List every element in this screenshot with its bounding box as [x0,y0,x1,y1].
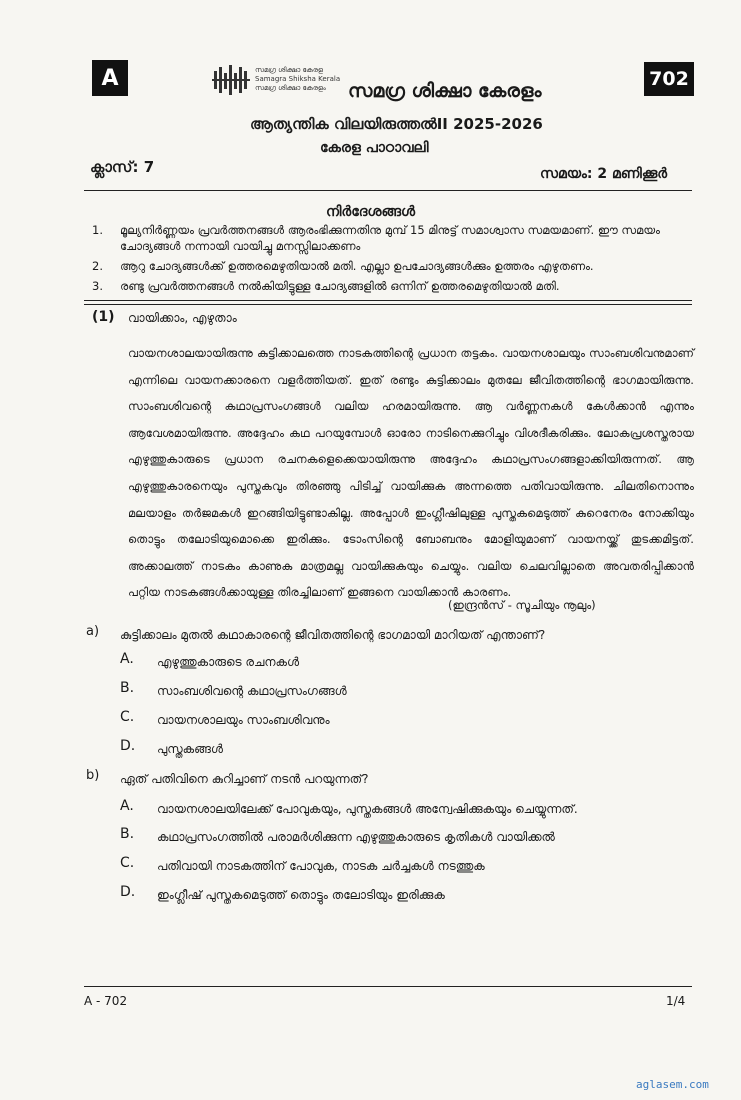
footer-divider [84,986,692,987]
option-text: വായനശാലയിലേക്ക് പോവുകയും, പുസ്തകങ്ങൾ അന്വേഷിക്കുകയും ചെയ്യുന്നത്. [157,802,578,816]
instruction-text: ആറു ചോദ്യങ്ങൾക്ക് ഉത്തരമെഴുതിയാൽ മതി. എല്ലാ ഉപചോദ്യങ്ങൾക്കും ഉത്തരം എഴുതണം. [120,259,594,273]
paper-code-box: 702 [644,62,694,96]
instruction-item [92,222,692,254]
instructions-title: നിർദേശങ്ങൾ [325,204,416,220]
footer-paper-code: A - 702 [84,994,128,1008]
passage-source: (ഇന്ദ്രൻസ് - സൂചിയും നൂലും) [448,598,596,612]
instruction-item [92,258,692,274]
samagra-logo-icon [210,63,254,103]
reading-passage: വായനശാലയായിരുന്നു കുട്ടിക്കാലത്തെ നാടകത്തിന്റെ പ്രധാന തട്ടകം. വായനശാലയും സാംബശിവനുമാണ് എന്നിലെ വായനക്കാരനെ വളർത്തിയത്. ഇത് രണ്ടും കുട്ടിക്കാലം മുതലേ ജീവിതത്തിന്റെ ഭാഗമായിരുന്നു. സാംബശിവന്റെ കഥാപ്രസംഗങ്ങൾ വലിയ ഹരമായിരുന്നു. ആ വർണ്ണനകൾ കേൾക്കാൻ എന്നും ആവേശമായിരുന്നു. അദ്ദേഹം കഥ പറയുമ്പോൾ ഓരോ നാടിനെക്കുറിച്ചും വിശദീകരിക്കും. ലോകപ്രശസ്തരായ എഴുത്തുകാരുടെ പ്രധാന രചനകളെക്കെയായിരുന്നു അദ്ദേഹം കഥാപ്രസംഗങ്ങളാക്കിയിരുന്നത്. ആ എഴുത്തുകാരനെയും പുസ്തകവും തിരഞ്ഞു പിടിച്ച് വായിക്കുക അന്നത്തെ പതിവായിരുന്നു. ചിലതിനൊന്നും മലയാളം തർജമകൾ ഇറങ്ങിയിട്ടുണ്ടാകില്ല. അപ്പോൾ ഇംഗ്ലീഷിലുള്ള പുസ്തകമെടുത്ത് കുറെനേരം നോക്കിയും തൊട്ടും തലോടിയുമൊക്കെ ഇരിക്കും. ടോംസിന്റെ ബോബനും മോളിയുമാണ് വായനയ്ക്ക് തുടക്കമിട്ടത്. അക്കാലത്ത് നാടകം കാണുക മാത്രമല്ല വായിക്കുകയും ചെയ്യും. വലിയ ചെലവില്ലാതെ അവതരിപ്പിക്കാൻ പറ്റിയ നാടകങ്ങൾക്കായുള്ള തിരച്ചിലാണ് ഇങ്ങനെ വായിക്കാൻ കാരണം. [128,346,694,600]
organization-name: സമഗ്ര ശിക്ഷാ കേരളം [348,80,542,102]
option-text: പുസ്തകങ്ങൾ [157,742,223,756]
sub-question-label: a) [86,624,100,639]
logo-caption-line1: സമഗ്ര ശിക്ഷാ കേരള [255,66,323,74]
sub-question-text: ഏത് പതിവിനെ കുറിച്ചാണ് നടൻ പറയുന്നത്? [120,772,369,786]
option-letter: B. [120,680,135,696]
sub-question-label: b) [86,768,100,783]
instruction-text: രണ്ടു പ്രവർത്തനങ്ങൾ നൽകിയിട്ടുള്ള ചോദ്യങ്ങളിൽ ഒന്നിന് ഉത്തരമെഴുതിയാൽ മതി. [120,279,560,293]
option-text: പതിവായി നാടകത്തിന് പോവുക, നാടക ചർച്ചകൾ നടത്തുക [157,859,485,873]
option-letter: D. [120,884,136,900]
source-watermark: aglasem.com [636,1078,709,1091]
option-text: വായനശാലയും സാംബശിവനും [157,713,330,727]
instructions-divider-bottom [84,304,692,305]
header-divider [84,190,692,191]
option-text: ഇംഗ്ലീഷ് പുസ്തകമെടുത്ത് തൊട്ടും തലോടിയും ഇരിക്കുക [157,888,445,902]
instruction-text: മൂല്യനിർണ്ണയം പ്രവർത്തനങ്ങൾ ആരംഭിക്കുന്നതിനു മുമ്പ് 15 മിനുട്ട് സമാശ്വാസ സമയമാണ്. ഈ സമയം ചോദ്യങ്ങൾ നന്നായി വായിച്ചു മനസ്സിലാക്കണം [120,223,660,253]
option-text: കഥാപ്രസംഗത്തിൽ പരാമർശിക്കുന്ന എഴുത്തുകാരുടെ കൃതികൾ വായിക്കൽ [157,830,555,844]
logo-caption [255,66,345,93]
logo-caption-line2: Samagra Shiksha Kerala [255,75,341,83]
class-label: ക്ലാസ്: 7 [90,158,155,176]
question-number: (1) [92,309,115,325]
instruction-number: 3. [92,279,103,293]
syllabus-name: കേരള പാഠാവലി [320,140,429,156]
logo-caption-line3: സമഗ്ര ശിക്ഷാ കേരളം [255,84,326,92]
instruction-number: 1. [92,223,103,237]
instruction-item [92,278,692,294]
sub-question-text: കുട്ടിക്കാലം മുതൽ കഥാകാരന്റെ ജീവിതത്തിന്റെ ഭാഗമായി മാറിയത് എന്താണ്? [120,628,546,642]
question-title: വായിക്കാം, എഴുതാം [128,311,237,325]
time-label: സമയം: 2 മണിക്കൂർ [540,166,668,182]
option-text: എഴുത്തുകാരുടെ രചനകൾ [157,655,300,669]
instruction-number: 2. [92,259,103,273]
exam-title: ആത്യന്തിക വിലയിരുത്തൽII 2025-2026 [250,115,543,133]
option-letter: A. [120,651,134,667]
option-letter: C. [120,709,135,725]
option-text: സാംബശിവന്റെ കഥാപ്രസംഗങ്ങൾ [157,684,347,698]
option-letter: D. [120,738,136,754]
option-letter: A. [120,798,134,814]
instructions-divider-top [84,300,692,301]
option-letter: C. [120,855,135,871]
set-label-box: A [92,60,128,96]
footer-page-number: 1/4 [666,994,686,1008]
option-letter: B. [120,826,135,842]
